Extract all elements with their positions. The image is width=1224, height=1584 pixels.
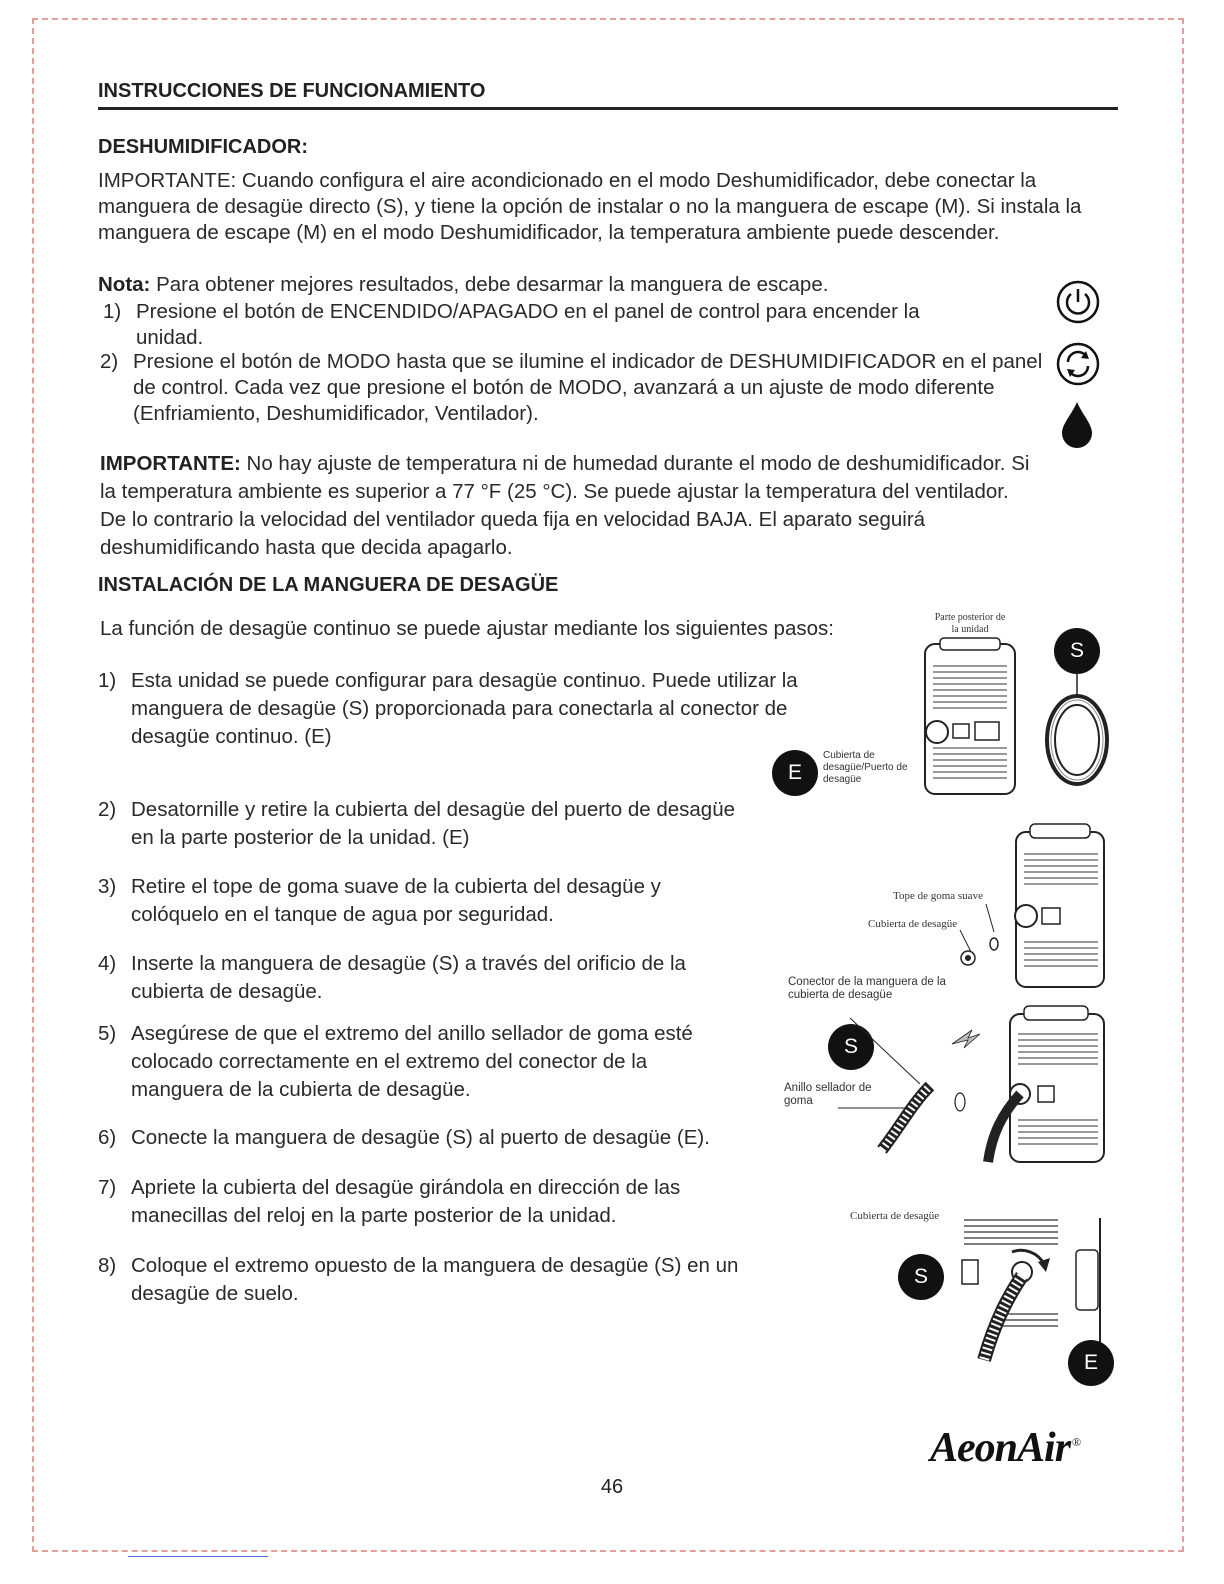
soft-stopper-label: Tope de goma suave	[893, 890, 983, 902]
step-text: Esta unidad se puede configurar para desagüe continuo. Puede utilizar la manguera de desagüe (S) proporcionada para conectarla al conector de desagüe continuo. (E)	[131, 669, 798, 748]
registered-mark: ®	[1072, 1435, 1081, 1449]
hose-s-badge-3: S	[898, 1254, 944, 1300]
drain-cover-label: Cubierta de desagüe	[868, 918, 958, 930]
drain-step-3	[98, 873, 738, 929]
step-number: 5)	[98, 1022, 117, 1045]
drain-step-7	[98, 1174, 778, 1230]
unit-cover-illustration	[1008, 822, 1112, 992]
hose-s-badge-2: S	[828, 1024, 874, 1070]
important-label: IMPORTANTE:	[100, 452, 241, 475]
drain-port-e-badge: E	[772, 750, 818, 796]
drain-step-8	[98, 1252, 778, 1308]
brand-name: AeonAir	[930, 1425, 1071, 1471]
drain-hose-coil	[1040, 672, 1114, 788]
step-number: 3)	[98, 875, 117, 898]
brand-logo	[930, 1424, 1080, 1472]
step-text: Apriete la cubierta del desagüe girándola en dirección de las manecillas del reloj en la parte posterior de la unidad.	[131, 1176, 681, 1227]
drain-step-6	[98, 1124, 798, 1152]
step-number: 2)	[100, 350, 119, 373]
rear-unit-label: Parte posterior de la unidad	[934, 612, 1006, 635]
step-text: Inserte la manguera de desagüe (S) a través del orificio de la cubierta de desagüe.	[131, 952, 686, 1003]
dehum-important-intro: IMPORTANTE: Cuando configura el aire acondicionado en el modo Deshumidificador, debe conectar la manguera de desagüe directo (S), y tiene la opción de instalar o no la manguera de escape (M). Si instala la manguera de escape (M) en el modo Deshumidificador, la temperatura ambiente puede descender.	[98, 169, 1082, 244]
drain-port-e-badge-2: E	[1068, 1340, 1114, 1386]
step-number: 2)	[98, 798, 117, 821]
power-icon	[1056, 280, 1100, 324]
step-number: 1)	[103, 300, 122, 323]
mode-cycle-icon	[1056, 342, 1100, 386]
page-title: INSTRUCCIONES DE FUNCIONAMIENTO	[98, 80, 1118, 110]
hose-s-badge: S	[1054, 628, 1100, 674]
stopper-parts	[950, 900, 1006, 972]
note-label: Nota:	[98, 273, 151, 296]
dehum-heading: DESHUMIDIFICADOR:	[98, 136, 308, 158]
step-text: Presione el botón de MODO hasta que se ilumine el indicador de DESHUMIDIFICADOR en el panel de control. Cada vez que presione el botón de MODO, avanzará a un ajuste de modo diferente (Enfriamiento, Deshumidificador, Ventilador).	[133, 350, 1043, 425]
dehum-step-1	[103, 299, 933, 351]
drain-step-1	[98, 667, 798, 751]
step-text: Conecte la manguera de desagüe (S) al puerto de desagüe (E).	[131, 1126, 710, 1149]
step-text: Presione el botón de ENCENDIDO/APAGADO en el panel de control para encender la unidad.	[136, 300, 920, 349]
drain-heading: INSTALACIÓN DE LA MANGUERA DE DESAGÜE	[98, 574, 559, 596]
step-number: 4)	[98, 952, 117, 975]
step-number: 7)	[98, 1176, 117, 1199]
page-number: 46	[600, 1476, 624, 1498]
dehum-important-2	[100, 450, 1040, 562]
note-text: Para obtener mejores resultados, debe desarmar la manguera de escape.	[150, 273, 829, 296]
connector-label: Conector de la manguera de la cubierta de desagüe	[788, 976, 946, 1001]
step-text: Coloque el extremo opuesto de la manguera de desagüe (S) en un desagüe de suelo.	[131, 1254, 739, 1305]
footer-rule	[128, 1556, 268, 1557]
seal-ring-label: Anillo sellador de goma	[784, 1082, 872, 1107]
step-text: Asegúrese de que el extremo del anillo sellador de goma esté colocado correctamente en el extremo del conector de la manguera de la cubierta de desagüe.	[131, 1022, 693, 1101]
drain-step-4	[98, 950, 738, 1006]
dehum-note	[98, 272, 998, 298]
water-drop-icon	[1060, 400, 1094, 450]
step-number: 6)	[98, 1126, 117, 1149]
dehum-step-2	[100, 349, 1050, 427]
important-text: No hay ajuste de temperatura ni de humedad durante el modo de deshumidificador. Si la temperatura ambiente es superior a 77 °F (25 °C). Se puede ajustar la temperatura del ventilador. De lo contrario la velocidad del ventilador queda fija en velocidad BAJA. El aparato seguirá deshumidificando hasta que decida apagarlo.	[100, 452, 1030, 559]
rear-unit-illustration	[915, 636, 1025, 802]
hose-insert-illustration	[812, 1004, 1112, 1166]
step-text: Retire el tope de goma suave de la cubierta del desagüe y colóquelo en el tanque de agua por seguridad.	[131, 875, 661, 926]
cover-port-label: Cubierta de desagüe/Puerto de desagüe	[823, 750, 908, 785]
drain-cover-label-2: Cubierta de desagüe	[850, 1210, 940, 1222]
step-text: Desatornille y retire la cubierta del desagüe del puerto de desagüe en la parte posterior de la unidad. (E)	[131, 798, 735, 849]
drain-step-2	[98, 796, 738, 852]
drain-intro: La función de desagüe continuo se puede ajustar mediante los siguientes pasos:	[100, 617, 834, 640]
step-number: 1)	[98, 669, 117, 692]
step-number: 8)	[98, 1254, 117, 1277]
drain-step-5	[98, 1020, 738, 1104]
